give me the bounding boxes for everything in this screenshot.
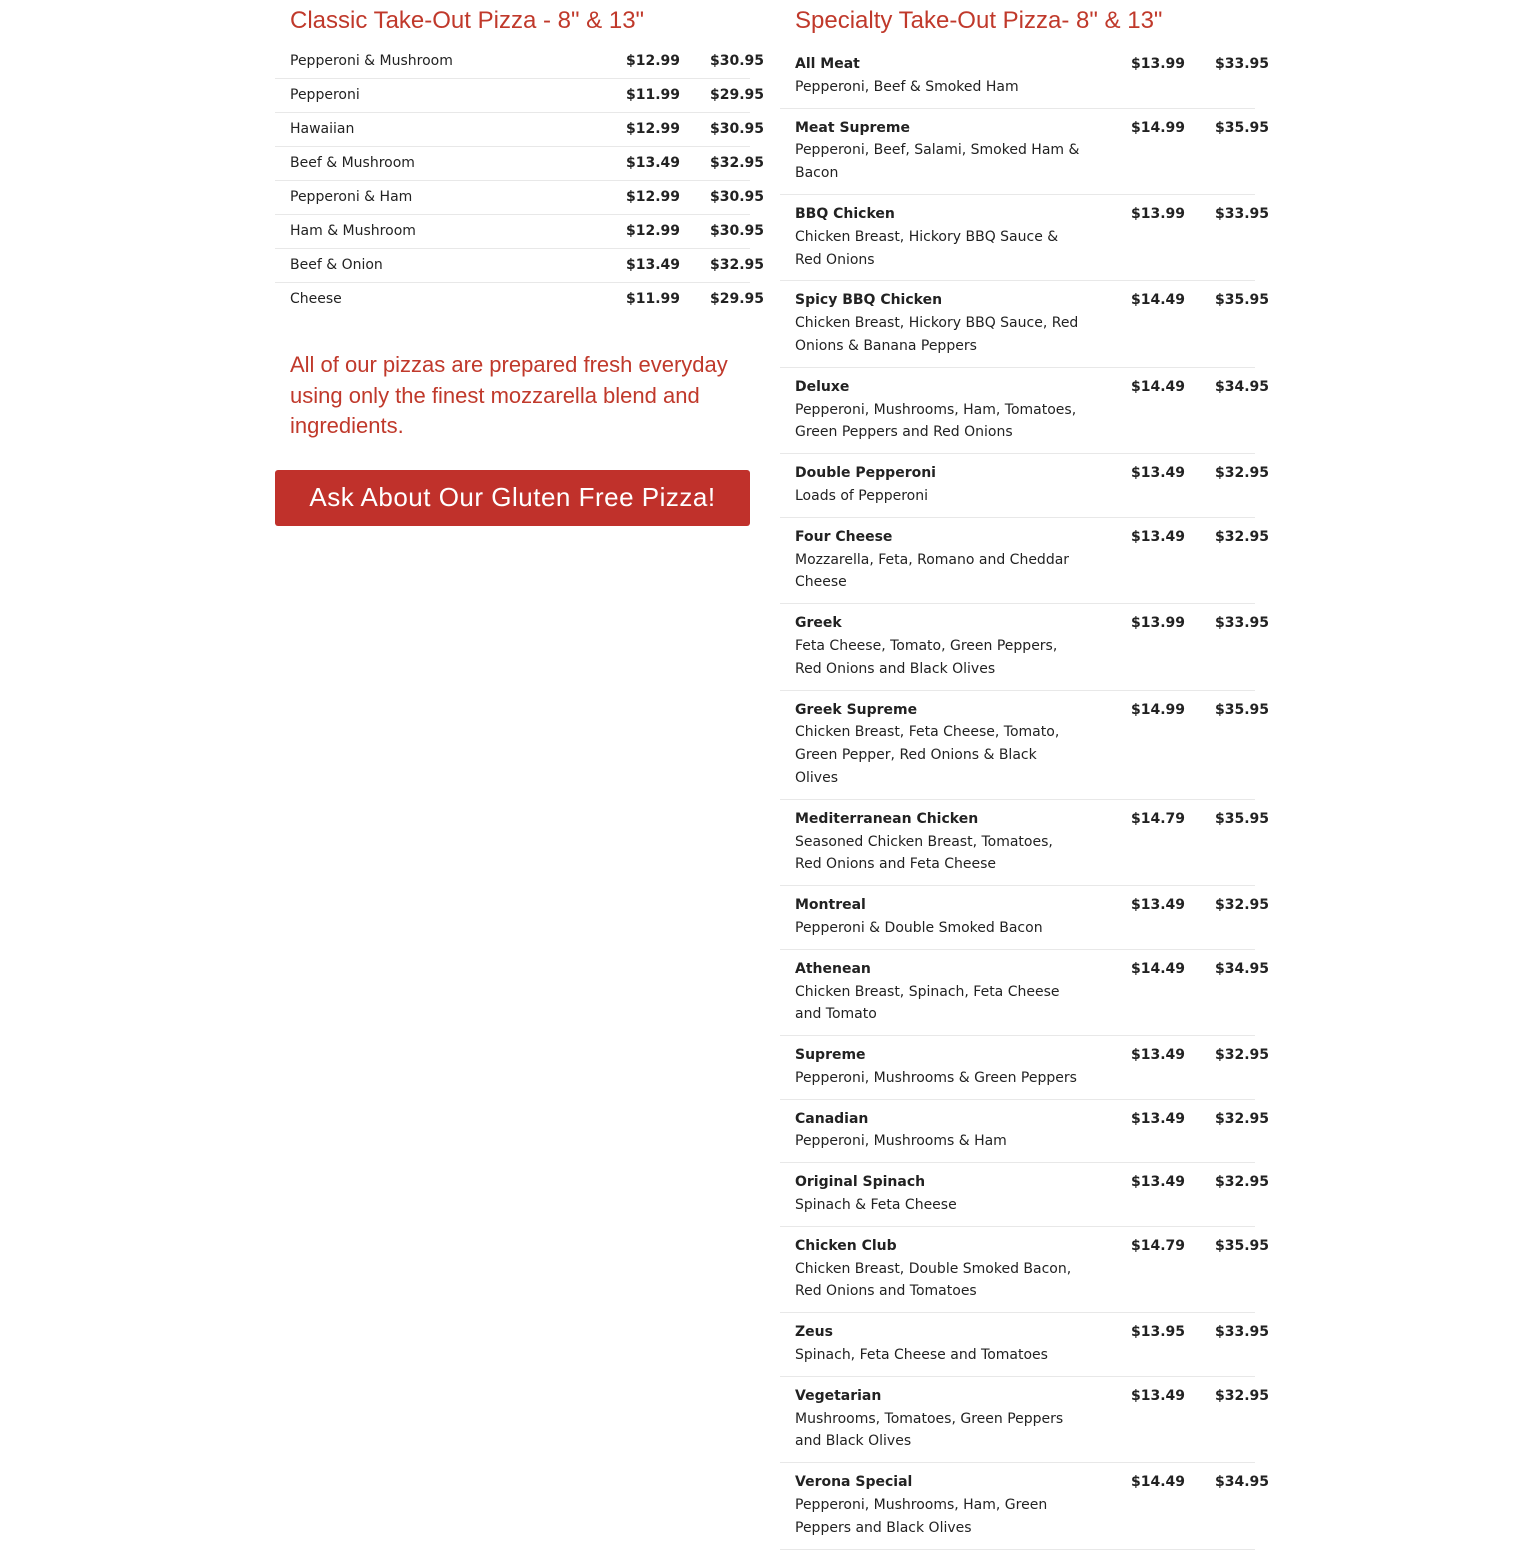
price-8-inch: $14.49 xyxy=(1130,378,1185,395)
menu-item-row xyxy=(275,249,764,283)
pizza-name: Greek xyxy=(795,615,842,632)
menu-item-row xyxy=(275,181,764,215)
menu-item-row xyxy=(275,45,764,79)
price-13-inch: $29.95 xyxy=(709,87,764,103)
price-8-inch: $14.49 xyxy=(1130,292,1185,309)
pizza-name: Beef & Onion xyxy=(290,257,383,273)
menu-item-row xyxy=(780,1463,1269,1549)
menu-item-row xyxy=(780,109,1269,195)
pizza-name: Ham & Mushroom xyxy=(290,223,416,239)
pizza-name: Canadian xyxy=(795,1110,869,1127)
pizza-description: Pepperoni, Mushrooms, Ham, Green Peppers and Black Olives xyxy=(795,1497,1048,1536)
pizza-name: Greek Supreme xyxy=(795,701,918,718)
pizza-name: Supreme xyxy=(795,1047,866,1064)
price-13-inch: $35.95 xyxy=(1214,1237,1269,1254)
price-8-inch: $11.99 xyxy=(625,87,680,103)
specialty-pizza-section xyxy=(780,0,1269,1550)
gluten-free-button[interactable]: Ask About Our Gluten Free Pizza! xyxy=(275,470,750,526)
pizza-name: Pepperoni xyxy=(290,87,360,103)
menu-item-row xyxy=(780,1163,1269,1227)
pizza-name: Zeus xyxy=(795,1324,833,1341)
menu-item-row xyxy=(780,1100,1269,1164)
pizza-name: Verona Special xyxy=(795,1474,913,1491)
price-8-inch: $13.99 xyxy=(1130,615,1185,632)
price-8-inch: $12.99 xyxy=(625,53,680,69)
pizza-name: Four Cheese xyxy=(795,528,893,545)
classic-pizza-list xyxy=(275,45,764,316)
price-13-inch: $34.95 xyxy=(1214,378,1269,395)
classic-section-title: Classic Take-Out Pizza - 8" & 13" xyxy=(290,7,645,34)
price-8-inch: $14.79 xyxy=(1130,1237,1185,1254)
price-13-inch: $30.95 xyxy=(709,223,764,239)
pizza-name: Pepperoni & Ham xyxy=(290,189,413,205)
menu-item-row xyxy=(780,604,1269,690)
pizza-name: Mediterranean Chicken xyxy=(795,810,979,827)
menu-item-row xyxy=(780,281,1269,367)
price-13-inch: $32.95 xyxy=(1214,1047,1269,1064)
menu-item-row xyxy=(275,79,764,113)
price-8-inch: $13.49 xyxy=(1130,1047,1185,1064)
price-13-inch: $32.95 xyxy=(1214,897,1269,914)
price-8-inch: $14.49 xyxy=(1130,1474,1185,1491)
price-13-inch: $32.95 xyxy=(1214,1387,1269,1404)
menu-item-row xyxy=(780,45,1269,109)
menu-item-row xyxy=(780,1377,1269,1463)
price-13-inch: $32.95 xyxy=(709,155,764,171)
menu-item-row xyxy=(780,195,1269,281)
classic-pizza-section xyxy=(275,0,764,526)
menu-item-row xyxy=(275,283,764,316)
pizza-description: Pepperoni, Mushrooms & Green Peppers xyxy=(795,1069,1077,1086)
price-8-inch: $13.49 xyxy=(1130,1110,1185,1127)
pizza-name: Cheese xyxy=(290,291,342,307)
price-13-inch: $33.95 xyxy=(1214,205,1269,222)
pizza-description: Feta Cheese, Tomato, Green Peppers, Red Onions and Black Olives xyxy=(795,637,1058,677)
pizza-name: Athenean xyxy=(795,960,871,977)
menu-item-row xyxy=(780,886,1269,950)
price-8-inch: $12.99 xyxy=(625,121,680,137)
pizza-name: Original Spinach xyxy=(795,1174,926,1191)
price-8-inch: $13.49 xyxy=(1130,1174,1185,1191)
menu-item-row xyxy=(780,368,1269,454)
pizza-name: Pepperoni & Mushroom xyxy=(290,53,453,69)
pizza-description: Seasoned Chicken Breast, Tomatoes, Red Onions and Feta Cheese xyxy=(795,833,1053,873)
price-13-inch: $32.95 xyxy=(1214,1174,1269,1191)
menu-item-row xyxy=(275,147,764,181)
price-8-inch: $14.79 xyxy=(1130,810,1185,827)
price-8-inch: $13.99 xyxy=(1130,56,1185,72)
price-8-inch: $14.99 xyxy=(1130,701,1185,718)
price-13-inch: $34.95 xyxy=(1214,1474,1269,1491)
pizza-description: Mozzarella, Feta, Romano and Cheddar Cheese xyxy=(795,551,1070,591)
price-13-inch: $35.95 xyxy=(1214,810,1269,827)
price-13-inch: $29.95 xyxy=(709,291,764,307)
menu-item-row xyxy=(780,518,1269,604)
specialty-pizza-list xyxy=(780,45,1269,1550)
pizza-description: Spinach & Feta Cheese xyxy=(795,1197,957,1214)
price-13-inch: $34.95 xyxy=(1214,960,1269,977)
pizza-name: Montreal xyxy=(795,897,866,914)
menu-item-row xyxy=(275,113,764,147)
price-8-inch: $13.95 xyxy=(1130,1324,1185,1341)
price-8-inch: $11.99 xyxy=(625,291,680,307)
menu-item-row xyxy=(780,691,1269,800)
price-8-inch: $12.99 xyxy=(625,189,680,205)
pizza-name: Spicy BBQ Chicken xyxy=(795,292,943,309)
price-13-inch: $33.95 xyxy=(1214,56,1269,72)
price-13-inch: $35.95 xyxy=(1214,119,1269,136)
pizza-description: Spinach, Feta Cheese and Tomatoes xyxy=(795,1347,1048,1364)
pizza-description: Chicken Breast, Double Smoked Bacon, Red Onions and Tomatoes xyxy=(795,1260,1072,1300)
pizza-name: Hawaiian xyxy=(290,121,355,137)
price-8-inch: $12.99 xyxy=(625,223,680,239)
price-13-inch: $30.95 xyxy=(709,189,764,205)
pizza-description: Pepperoni, Mushrooms & Ham xyxy=(795,1133,1007,1150)
pizza-description: Chicken Breast, Spinach, Feta Cheese and Tomato xyxy=(795,983,1060,1023)
price-8-inch: $14.99 xyxy=(1130,119,1185,136)
pizza-description: Pepperoni, Beef & Smoked Ham xyxy=(795,78,1019,95)
price-13-inch: $32.95 xyxy=(1214,465,1269,482)
price-13-inch: $32.95 xyxy=(1214,1110,1269,1127)
price-8-inch: $13.49 xyxy=(625,257,680,273)
menu-item-row xyxy=(780,1036,1269,1100)
pizza-name: Beef & Mushroom xyxy=(290,155,415,171)
pizza-description: Chicken Breast, Feta Cheese, Tomato, Green Pepper, Red Onions & Black Olives xyxy=(795,724,1060,786)
menu-item-row xyxy=(780,1313,1269,1377)
pizza-name: Meat Supreme xyxy=(795,119,910,136)
menu-item-row xyxy=(780,1227,1269,1313)
price-13-inch: $35.95 xyxy=(1214,701,1269,718)
price-8-inch: $13.99 xyxy=(1130,205,1185,222)
price-13-inch: $30.95 xyxy=(709,53,764,69)
pizza-description: Mushrooms, Tomatoes, Green Peppers and Black Olives xyxy=(795,1410,1064,1450)
pizza-description: Pepperoni, Mushrooms, Ham, Tomatoes, Green Peppers and Red Onions xyxy=(795,401,1077,441)
price-8-inch: $14.49 xyxy=(1130,960,1185,977)
price-13-inch: $30.95 xyxy=(709,121,764,137)
pizza-description: Chicken Breast, Hickory BBQ Sauce & Red Onions xyxy=(795,228,1059,268)
pizza-name: Vegetarian xyxy=(795,1387,882,1404)
pizza-description: Pepperoni, Beef, Salami, Smoked Ham & Bacon xyxy=(795,142,1080,182)
price-8-inch: $13.49 xyxy=(1130,465,1185,482)
price-8-inch: $13.49 xyxy=(1130,897,1185,914)
price-13-inch: $33.95 xyxy=(1214,615,1269,632)
price-8-inch: $13.49 xyxy=(1130,1387,1185,1404)
price-8-inch: $13.49 xyxy=(1130,528,1185,545)
price-13-inch: $32.95 xyxy=(709,257,764,273)
freshness-tagline: All of our pizzas are prepared fresh everyday using only the finest mozzarella blend and ingredients. xyxy=(290,352,728,438)
menu-item-row xyxy=(275,215,764,249)
menu-item-row xyxy=(780,800,1269,886)
price-13-inch: $32.95 xyxy=(1214,528,1269,545)
price-8-inch: $13.49 xyxy=(625,155,680,171)
pizza-name: Double Pepperoni xyxy=(795,465,936,482)
pizza-name: All Meat xyxy=(795,56,860,72)
pizza-name: BBQ Chicken xyxy=(795,205,895,222)
specialty-section-title: Specialty Take-Out Pizza- 8" & 13" xyxy=(795,7,1163,34)
pizza-description: Loads of Pepperoni xyxy=(795,487,928,504)
menu-item-row xyxy=(780,950,1269,1036)
price-13-inch: $33.95 xyxy=(1214,1324,1269,1341)
pizza-name: Chicken Club xyxy=(795,1237,897,1254)
menu-item-row xyxy=(780,454,1269,518)
pizza-description: Chicken Breast, Hickory BBQ Sauce, Red Onions & Banana Peppers xyxy=(795,315,1079,354)
price-13-inch: $35.95 xyxy=(1214,292,1269,309)
pizza-description: Pepperoni & Double Smoked Bacon xyxy=(795,919,1043,936)
pizza-name: Deluxe xyxy=(795,378,850,395)
